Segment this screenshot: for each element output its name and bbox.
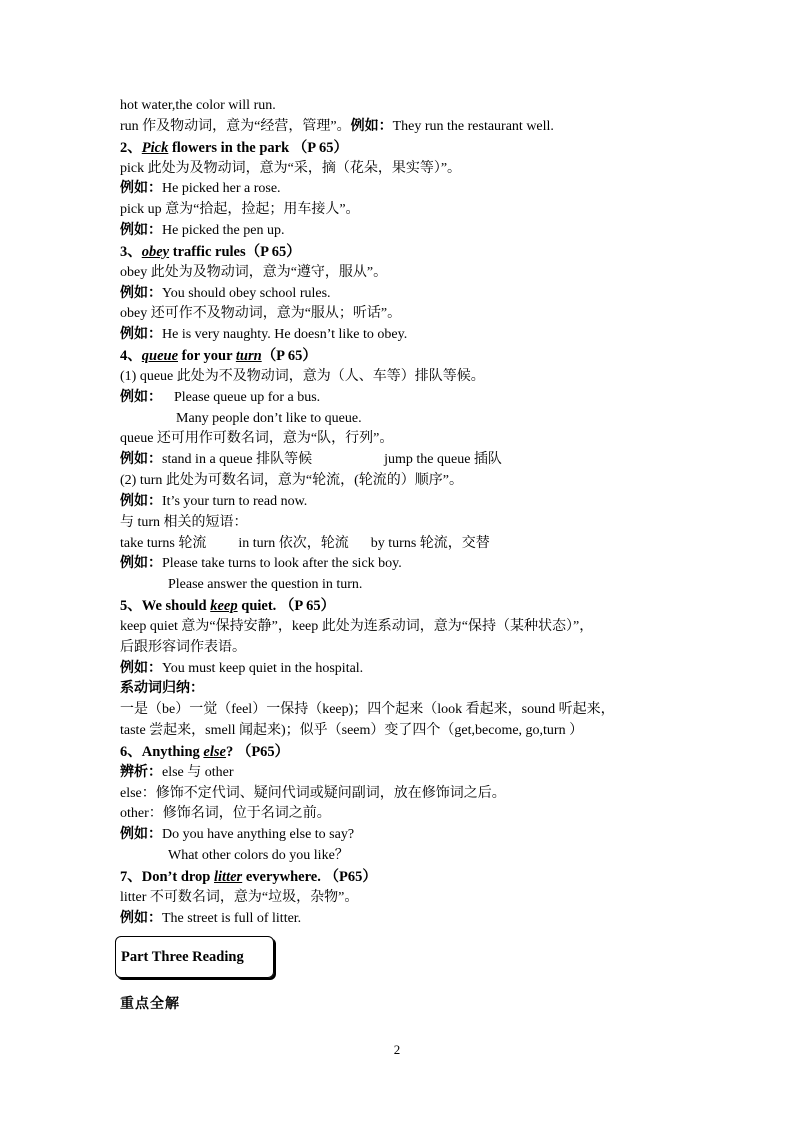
section-title: 重点全解 (120, 996, 180, 1012)
item-heading-7 (120, 867, 377, 887)
line-text: pick up 意为“拾起，捡起；用车接人”。 (120, 202, 360, 217)
keyword: turn (235, 348, 262, 364)
text-line (120, 513, 248, 533)
text-line (120, 325, 407, 345)
heading-number: 2、 (120, 140, 142, 156)
text-line (120, 763, 234, 783)
heading-text: ? （P65） (225, 744, 290, 760)
text-line (120, 700, 615, 720)
example-label: 例如： (120, 327, 162, 342)
keyword: keep (210, 598, 238, 614)
heading-text: 7、Don’t drop (120, 869, 214, 885)
part-three-heading: Part Three Reading (121, 949, 244, 965)
line-text: queue 还可用作可数名词，意为“队，行列”。 (120, 431, 394, 446)
example-text: Please take turns to look after the sick boy. (162, 556, 402, 571)
example-label: 例如： (120, 661, 162, 676)
keyword: obey (141, 244, 170, 260)
phrase: by turns 轮流，交替 (370, 536, 490, 551)
text-line (120, 200, 360, 220)
text-line (120, 96, 276, 116)
text-line (120, 804, 331, 824)
line-text: 后跟形容词作表语。 (120, 640, 246, 655)
text-line (120, 117, 554, 137)
text-line (168, 846, 349, 866)
heading-text: everywhere. （P65） (242, 869, 377, 885)
example-text: He picked the pen up. (162, 223, 285, 238)
heading-text: （P 65） (261, 348, 317, 364)
example-label: 例如： (120, 494, 162, 509)
line-text: run 作及物动词，意为“经营，管理”。 (120, 119, 351, 134)
example-text: The street is full of litter. (162, 911, 302, 926)
heading-number: 3、 (120, 244, 142, 260)
line-text: else：修饰不定代词、疑问代词或疑问副词，放在修饰词之后。 (120, 786, 506, 801)
text-line (120, 159, 461, 179)
example-label: 例如： (120, 452, 162, 467)
keyword: Pick (141, 140, 169, 156)
item-heading-2 (120, 138, 348, 158)
text-line (120, 263, 387, 283)
text-line (120, 909, 301, 929)
line-text: keep quiet 意为“保持安静”，keep 此处为连系动词，意为“保持（某种状态）”， (120, 619, 594, 634)
example-label: 例如： (350, 119, 393, 134)
text-line (120, 179, 281, 199)
text-line (120, 429, 393, 449)
text-line (120, 367, 485, 387)
example-text: Please answer the question in turn. (168, 577, 363, 592)
text-line (120, 721, 583, 741)
example-text: He picked her a rose. (162, 181, 281, 196)
text-line (120, 492, 307, 512)
text-line (120, 659, 363, 679)
example-text: You must keep quiet in the hospital. (162, 661, 364, 676)
line-text: (1) queue 此处为不及物动词，意为（人、车等）排队等候。 (120, 369, 485, 384)
text-line (120, 450, 502, 470)
line-text: (2) turn 此处为可数名词，意为“轮流，(轮流的）顺序”。 (120, 473, 463, 488)
line-text: 一是（be）一觉（feel）一保持（keep)；四个起来（look 看起来，sound 听起来， (120, 702, 615, 717)
line-text: pick 此处为及物动词，意为“采，摘（花朵，果实等）”。 (120, 161, 462, 176)
example-label: 例如： (120, 390, 162, 405)
example-text: jump the queue 插队 (384, 452, 502, 467)
text-line (120, 888, 358, 908)
heading-text: for your (178, 348, 236, 364)
example-text: What other colors do you like？ (168, 848, 349, 863)
line-text: other：修饰名词，位于名词之前。 (120, 806, 331, 821)
text-line (120, 825, 354, 845)
example-label: 例如： (120, 181, 162, 196)
keyword: litter (214, 869, 243, 885)
example-label: 例如： (120, 827, 162, 842)
text-line (120, 304, 401, 324)
item-heading-6 (120, 742, 289, 762)
heading-text: 5、We should (120, 598, 211, 614)
text-line (120, 638, 246, 658)
keyword: queue (141, 348, 178, 364)
line-text: obey 还可作不及物动词，意为“服从；听话”。 (120, 306, 402, 321)
line-text: else 与 other (162, 765, 234, 780)
line-text: 与 turn 相关的短语： (120, 515, 248, 530)
page-number: 2 (393, 1042, 401, 1057)
example-text: Many people don’t like to queue. (176, 411, 362, 426)
heading-number: 4、 (120, 348, 142, 364)
heading-text: flowers in the park （P 65） (168, 140, 348, 156)
example-label: 例如： (120, 911, 162, 926)
text-line (120, 534, 490, 554)
example-text: It’s your turn to read now. (162, 494, 308, 509)
text-line (120, 617, 593, 637)
example-text: They run the restaurant well. (392, 119, 554, 134)
example-text: Please queue up for a bus. (174, 390, 321, 405)
line-text: hot water,the color will run. (120, 98, 276, 113)
line-text: obey 此处为及物动词，意为“遵守，服从”。 (120, 265, 388, 280)
example-text: Do you have anything else to say? (162, 827, 355, 842)
subheading (120, 679, 204, 699)
analysis-label: 辨析： (120, 765, 162, 780)
phrase: take turns 轮流 (120, 536, 207, 551)
line-text: litter 不可数名词，意为“垃圾，杂物”。 (120, 890, 359, 905)
text-line (176, 409, 362, 429)
item-heading-4 (120, 346, 317, 366)
text-line (168, 575, 362, 595)
line-text: taste 尝起来，smell 闻起来)；似乎（seem）变了四个（get,become, go,turn ） (120, 723, 584, 738)
example-label: 例如： (120, 286, 162, 301)
example-label: 例如： (120, 556, 162, 571)
example-text: stand in a queue 排队等候 (162, 452, 313, 467)
example-label: 例如： (120, 223, 162, 238)
text-line (120, 284, 331, 304)
item-heading-3 (120, 242, 301, 262)
example-text: He is very naughty. He doesn’t like to obey. (162, 327, 408, 342)
part-three-heading-box (115, 936, 274, 978)
text-line (120, 221, 284, 241)
heading-text: traffic rules（P 65） (169, 244, 301, 260)
phrase: in turn 依次，轮流 (238, 536, 349, 551)
example-text: You should obey school rules. (162, 286, 331, 301)
heading-text: quiet. （P 65） (237, 598, 336, 614)
text-line (120, 784, 506, 804)
text-line (120, 471, 463, 491)
text-line (120, 554, 402, 574)
keyword: else (203, 744, 226, 760)
text-line (120, 388, 320, 408)
subheading-text: 系动词归纳： (120, 681, 204, 696)
heading-text: 6、Anything (120, 744, 204, 760)
item-heading-5 (120, 596, 335, 616)
